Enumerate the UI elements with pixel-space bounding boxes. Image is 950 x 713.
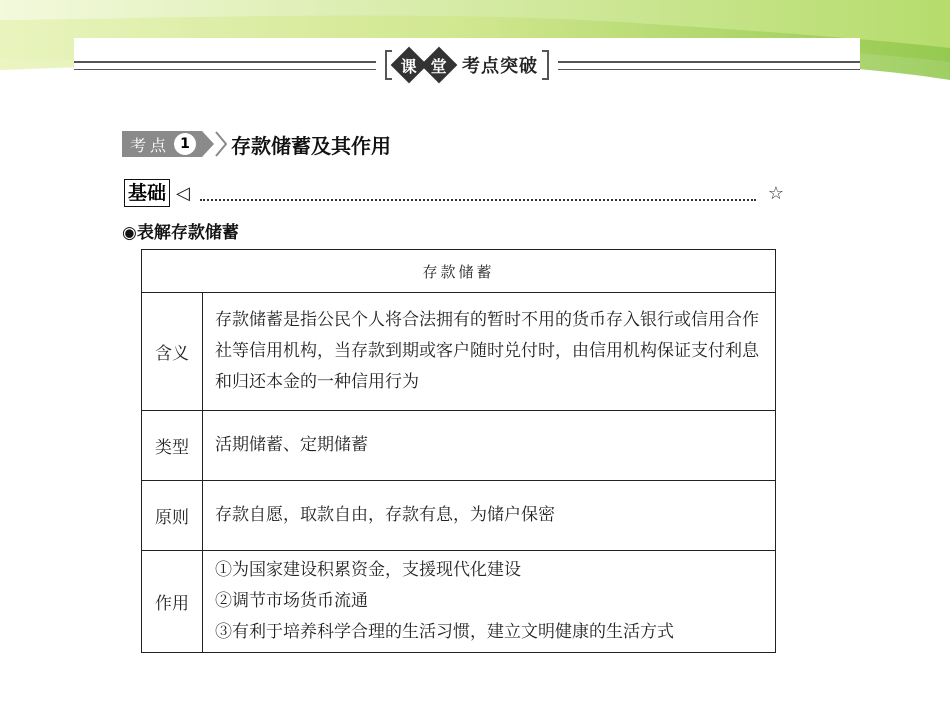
savings-table — [141, 249, 776, 653]
triangle-left-icon: ◁ — [176, 182, 190, 204]
banner-center — [379, 48, 555, 82]
banner-rule-right — [558, 61, 860, 70]
table-header: 存款储蓄 — [142, 250, 776, 293]
row-label: 原则 — [142, 481, 203, 551]
star-icon: ☆ — [767, 182, 784, 204]
table-row — [142, 411, 776, 481]
row-value: 存款储蓄是指公民个人将合法拥有的暂时不用的货币存入银行或信用合作社等信用机构，当存款到期或客户随时兑付时，由信用机构保证支付利息和归还本金的一种信用行为 — [203, 293, 776, 411]
row-value: 活期储蓄、定期储蓄 — [203, 411, 776, 481]
row-label: 类型 — [142, 411, 203, 481]
topic-header — [122, 128, 391, 160]
list-item: ②调节市场货币流通 — [215, 591, 368, 611]
section-banner — [74, 48, 860, 82]
chevron-right-icon — [215, 131, 227, 157]
arrow-icon — [202, 131, 214, 157]
topic-title: 存款储蓄及其作用 — [231, 133, 392, 158]
banner-rule-left — [74, 61, 376, 70]
row-label: 含义 — [142, 293, 203, 411]
row-value: 存款自愿，取款自由，存款有息，为储户保密 — [203, 481, 776, 551]
row-value — [203, 551, 776, 653]
banner-diamond-2 — [421, 47, 458, 84]
table-heading: ◉表解存款储蓄 — [122, 223, 239, 243]
table-row — [142, 293, 776, 411]
banner-title: 考点突破 — [462, 56, 538, 77]
basics-row — [124, 178, 784, 208]
list-item: ①为国家建设积累资金，支援现代化建设 — [215, 560, 521, 580]
list-item: ③有利于培养科学合理的生活习惯，建立文明健康的生活方式 — [215, 622, 674, 642]
topic-tag-label: 考点 — [130, 135, 171, 155]
basics-label: 基础 — [124, 179, 170, 207]
table-row — [142, 481, 776, 551]
table-header-row — [142, 250, 776, 293]
banner-char-1: 课 — [400, 56, 418, 76]
topic-number-badge: 1 — [174, 133, 196, 155]
table-row — [142, 551, 776, 653]
row-label: 作用 — [142, 551, 203, 653]
banner-char-2: 堂 — [430, 56, 448, 76]
bracket-right — [542, 50, 549, 80]
dotted-leader — [200, 185, 756, 201]
topic-tag — [122, 131, 202, 157]
